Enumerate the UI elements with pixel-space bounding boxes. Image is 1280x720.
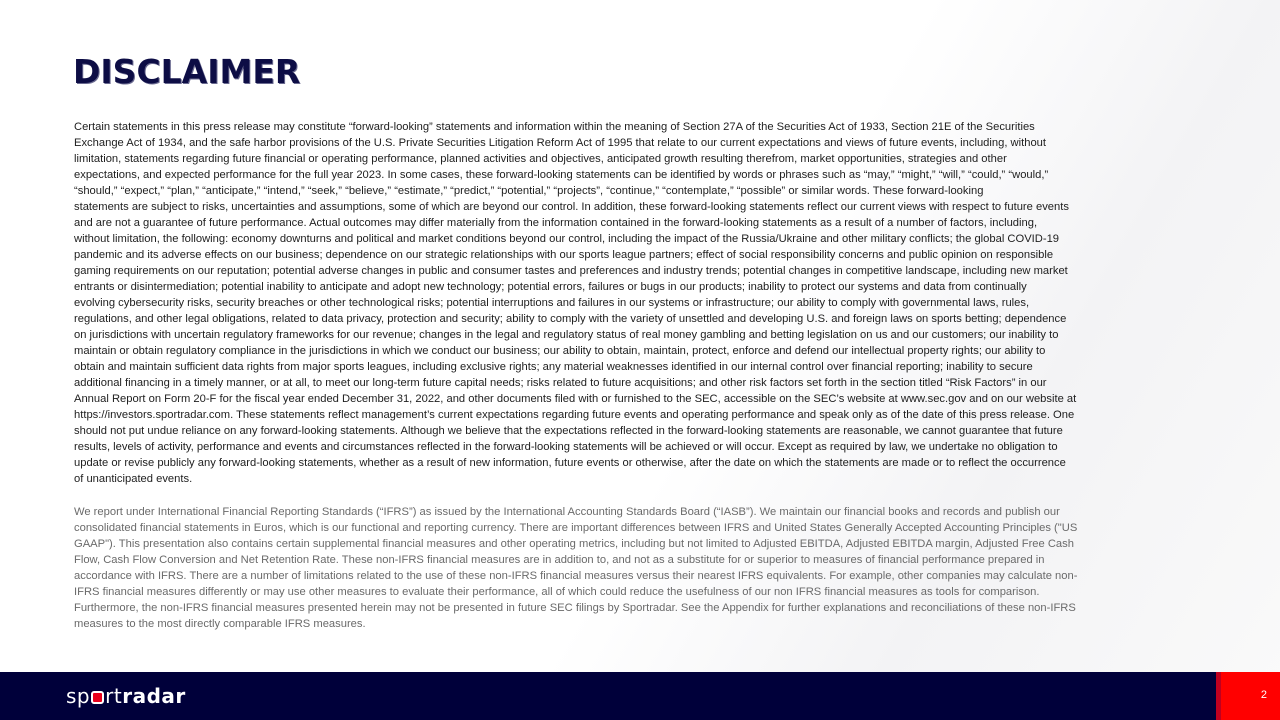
paragraph-line: accordance with IFRS. There are a number of limitations related to the use of these non-IFRS financial measures versus their nearest IFRS equivalents. For example, other companies may calculate non- — [74, 570, 1078, 582]
paragraph-line: results, levels of activity, performance and events and circumstances reflected in the forward-looking statements will be achieved or will occur. Except as required by law, we undertake no obligation to — [74, 441, 1058, 453]
paragraph-line: evolving cybersecurity risks, security breaches or other technological risks; potential interruptions and failures in our systems or infrastructure; our ability to comply with governmental laws, rules, — [74, 297, 1030, 309]
forward-looking-statements-paragraph — [74, 119, 1076, 487]
paragraph-line: https://investors.sportradar.com. These statements reflect management’s current expectations regarding future events and operating performance and speak only as of the date of this press release. One — [74, 409, 1075, 421]
logo-text-mid: rt — [105, 684, 123, 708]
paragraph-line: of unanticipated events. — [74, 473, 193, 485]
paragraph-line: pandemic and its adverse effects on our business; dependence on our strategic relationships with our sports league partners; effect of social responsibility concerns and public opinion on responsible — [74, 249, 1054, 261]
paragraph-line: and are not a guarantee of future performance. Actual outcomes may differ materially from the information contained in the forward-looking statements as a result of a number of factors, including, — [74, 217, 1038, 229]
paragraph-line: statements are subject to risks, uncertainties and assumptions, some of which are beyond our control. In addition, these forward-looking statements reflect our current views with respect to future events — [74, 201, 1069, 213]
paragraph-line: Annual Report on Form 20-F for the fiscal year ended December 31, 2022, and other documents filed with or furnished to the SEC, accessible on the SEC’s website at www.sec.gov and on our website at — [74, 393, 1077, 405]
paragraph-line: additional financing in a timely manner, or at all, to meet our long-term future capital needs; risks related to future acquisitions; and other risk factors set forth in the section titled “Risk Factors” in our — [74, 377, 1047, 389]
page-number: 2 — [1260, 689, 1267, 701]
paragraph-line: limitation, statements regarding future financial or operating performance, planned activities and objectives, anticipated growth resulting therefrom, market opportunities, strategies and other — [74, 153, 1007, 165]
page-title: DISCLAIMER — [73, 52, 301, 91]
paragraph-line: GAAP"). This presentation also contains certain supplemental financial measures and other operating metrics, including but not limited to Adjusted EBITDA, Adjusted EBITDA margin, Adjusted Free Cash — [74, 538, 1074, 550]
paragraph-line: We report under International Financial Reporting Standards (“IFRS”) as issued by the International Accounting Standards Board (“IASB”). We maintain our financial books and records and publish our — [74, 506, 1060, 518]
paragraph-line: Furthermore, the non-IFRS financial measures presented herein may not be presented in future SEC filings by Sportradar. See the Appendix for further explanations and reconciliations of these non-IFRS — [74, 602, 1076, 614]
paragraph-line: measures to the most directly comparable IFRS measures. — [74, 618, 366, 630]
paragraph-line: IFRS financial measures differently or may use other measures to evaluate their performance, all of which could reduce the usefulness of our non IFRS financial measures as tools for comparison. — [74, 586, 1040, 598]
footer-bar — [0, 672, 1280, 720]
paragraph-line: Exchange Act of 1934, and the safe harbor provisions of the U.S. Private Securities Litigation Reform Act of 1995 that relate to our current expectations and views of future events, including, without — [74, 137, 1047, 149]
paragraph-line: on jurisdictions with uncertain regulatory frameworks for our revenue; changes in the legal and regulatory status of real money gambling and betting legislation on us and our customers; our inability to — [74, 329, 1059, 341]
logo-text-bold: radar — [122, 684, 186, 708]
paragraph-line: expectations, and expected performance for the full year 2023. In some cases, these forward-looking statements can be identified by words or phrases such as “may,” “might,” “will,” “could,” “would,” — [74, 169, 1049, 181]
paragraph-line: obtain and maintain sufficient data rights from major sports leagues, including exclusive rights; any material weaknesses identified in our internal control over financial reporting; inability to secure — [74, 361, 1033, 373]
paragraph-line: maintain or obtain regulatory compliance in the jurisdictions in which we conduct our business; our ability to obtain, maintain, protect, enforce and defend our intellectual property rights; our ability to — [74, 345, 1046, 357]
paragraph-line: Flow, Cash Flow Conversion and Net Retention Rate. These non-IFRS financial measures are in addition to, and not as a substitute for or superior to measures of financial performance prepared in — [74, 554, 1045, 566]
ifrs-paragraph — [74, 504, 1077, 632]
sportradar-logo — [66, 684, 186, 708]
paragraph-line: without limitation, the following: economy downturns and political and market conditions beyond our control, including the impact of the Russia/Ukraine and other military conflicts; the global COVID-19 — [74, 233, 1060, 245]
logo-text-prefix: sp — [66, 684, 91, 708]
paragraph-line: entrants or disintermediation; potential inability to anticipate and adopt new technology; potential errors, failures or bugs in our products; inability to protect our systems and data from continually — [74, 281, 1027, 293]
paragraph-line: should not put undue reliance on any forward-looking statements. Although we believe that the expectations reflected in the forward-looking statements are reasonable, we cannot guarantee that future — [74, 425, 1063, 437]
paragraph-line: regulations, and other legal obligations, related to data privacy, protection and security; ability to comply with the variety of unsettled and developing U.S. and foreign laws on sports betting; dependence — [74, 313, 1067, 325]
logo-o-icon — [91, 691, 104, 704]
paragraph-line: gaming requirements on our reputation; potential adverse changes in public and consumer tastes and preferences and industry trends; potential changes in competitive landscape, including new market — [74, 265, 1068, 277]
paragraph-line: “should,” “expect,” “plan,” “anticipate,” “intend,” “seek,” “believe,” “estimate,” “predict,” “potential,” “projects”, “continue,” “contemplate,” “possible” or similar words. These forward-looking — [74, 185, 984, 197]
paragraph-line: Certain statements in this press release may constitute “forward-looking” statements and information within the meaning of Section 27A of the Securities Act of 1933, Section 21E of the Securities — [74, 121, 1035, 133]
paragraph-line: consolidated financial statements in Euros, which is our functional and reporting currency. There are important differences between IFRS and United States Generally Accepted Accounting Principles ("US — [74, 522, 1078, 534]
page-number-box — [1216, 672, 1280, 720]
paragraph-line: update or revise publicly any forward-looking statements, whether as a result of new information, future events or otherwise, after the date on which the statements are made or to reflect the occurrence — [74, 457, 1066, 469]
